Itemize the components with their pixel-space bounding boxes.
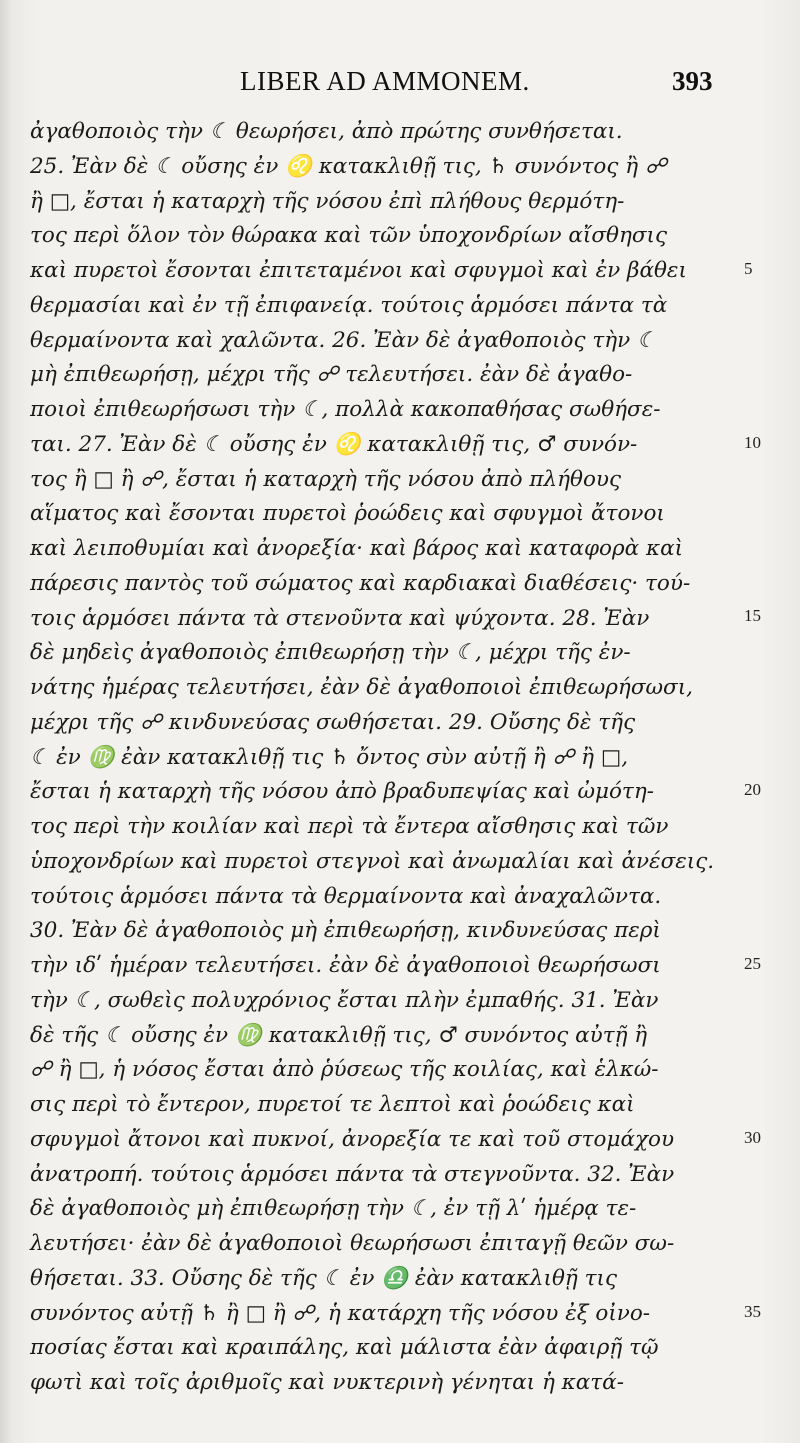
line-number-10: 10 [744, 433, 761, 452]
line-number-25: 25 [744, 954, 761, 973]
line-number-20: 20 [744, 780, 761, 799]
text-line: πάρεσις παντὸς τοῦ σώματος καὶ καρδιακαὶ διαθέσεις· τού- [30, 570, 691, 596]
text-line: αἵματος καὶ ἔσονται πυρετοὶ ῥοώδεις καὶ σφυγμοὶ ἄτονοι [30, 501, 665, 527]
text-line: ἢ □, ἔσται ἡ καταρχὴ τῆς νόσου ἐπὶ πλήθους θερμότη- [30, 188, 625, 214]
text-line: ποιοὶ ἐπιθεωρήσωσι τὴν ☾, πολλὰ κακοπαθήσας σωθήσε- [30, 397, 661, 422]
text-line: τος περὶ ὅλον τὸν θώρακα καὶ τῶν ὑποχονδρίων αἴσθησις [30, 223, 667, 249]
text-line: θερμασίαι καὶ ἐν τῇ ἐπιφανείᾳ. τούτοις ἁρμόσει πάντα τὰ [30, 292, 668, 318]
text-line: 30. Ἐὰν δὲ ἀγαθοποιὸς μὴ ἐπιθεωρήσῃ, κινδυνεύσας περὶ [30, 918, 661, 944]
text-body [30, 115, 760, 1401]
line-number-30: 30 [744, 1128, 761, 1147]
text-line: τοις ἁρμόσει πάντα τὰ στενοῦντα καὶ ψύχοντα. 28. Ἐὰν [30, 605, 650, 631]
text-line: συνόντος αὐτῇ ♄ ἢ □ ἢ ☍, ἡ κατάρχη τῆς νόσου ἐξ οἰνο- [30, 1300, 651, 1326]
line-number-35: 35 [744, 1302, 761, 1321]
text-line: τος περὶ τὴν κοιλίαν καὶ περὶ τὰ ἔντερα αἴσθησις καὶ τῶν [30, 814, 669, 839]
text-line: ὑποχονδρίων καὶ πυρετοὶ στεγνοὶ καὶ ἀνωμαλίαι καὶ ἀνέσεις. [30, 848, 715, 874]
text-line: θήσεται. 33. Οὔσης δὲ τῆς ☾ ἐν ♎ ἐὰν κατακλιθῇ τις [30, 1265, 617, 1291]
text-line: σφυγμοὶ ἄτονοι καὶ πυκνοί, ἀνορεξία τε καὶ τοῦ στομάχου [30, 1126, 675, 1152]
running-header [0, 62, 800, 102]
text-line: δὲ τῆς ☾ οὔσης ἐν ♍ κατακλιθῇ τις, ♂ συνόντος αὐτῇ ἢ [30, 1022, 648, 1048]
text-line: νάτης ἡμέρας τελευτήσει, ἐὰν δὲ ἀγαθοποιοὶ ἐπιθεωρήσωσι, [30, 675, 693, 700]
page-number: 393 [672, 66, 713, 96]
text-line: ἀγαθοποιὸς τὴν ☾ θεωρήσει, ἀπὸ πρώτης συνθήσεται. [30, 119, 623, 144]
text-line: θερμαίνοντα καὶ χαλῶντα. 26. Ἐὰν δὲ ἀγαθοποιὸς τὴν ☾ [30, 327, 657, 353]
text-line: μὴ ἐπιθεωρήσῃ, μέχρι τῆς ☍ τελευτήσει. ἐὰν δὲ ἀγαθο- [30, 362, 633, 388]
text-line: ἔσται ἡ καταρχὴ τῆς νόσου ἀπὸ βραδυπεψίας καὶ ὠμότη- [30, 779, 654, 805]
text-line: ται. 27. Ἐὰν δὲ ☾ οὔσης ἐν ♌ κατακλιθῇ τις, ♂ συνόν- [30, 431, 638, 457]
text-line: καὶ πυρετοὶ ἔσονται ἐπιτεταμένοι καὶ σφυγμοὶ καὶ ἐν βάθει [30, 258, 687, 283]
text-line: 25. Ἐὰν δὲ ☾ οὔσης ἐν ♌ κατακλιθῇ τις, ♄ συνόντος ἢ ☍ [30, 153, 667, 179]
text-line: σις περὶ τὸ ἔντερον, πυρετοί τε λεπτοὶ καὶ ῥοώδεις καὶ [30, 1092, 635, 1117]
running-title: LIBER AD AMMONEM. [240, 66, 530, 96]
text-line: τος ἢ □ ἢ ☍, ἔσται ἡ καταρχὴ τῆς νόσου ἀπὸ πλήθους [30, 466, 622, 492]
text-line: ☾ ἐν ♍ ἐὰν κατακλιθῇ τις ♄ ὄντος σὺν αὐτῇ ἢ ☍ ἢ □, [30, 744, 629, 770]
text-line: ποσίας ἔσται καὶ κραιπάλης, καὶ μάλιστα ἐὰν ἀφαιρῇ τῷ [30, 1335, 659, 1361]
text-line: λευτήσει· ἐὰν δὲ ἀγαθοποιοὶ θεωρήσωσι ἐπιταγῇ θεῶν σω- [30, 1231, 675, 1256]
text-line: τὴν ☾, σωθεὶς πολυχρόνιος ἔσται πλὴν ἐμπαθής. 31. Ἐὰν [30, 987, 659, 1013]
text-line: δὲ μηδεὶς ἀγαθοποιὸς ἐπιθεωρήσῃ τὴν ☾, μέχρι τῆς ἐν- [30, 640, 631, 666]
line-number-5: 5 [744, 259, 753, 278]
text-line: ἀνατροπή. τούτοις ἁρμόσει πάντα τὰ στεγνοῦντα. 32. Ἐὰν [30, 1161, 675, 1187]
line-number-15: 15 [744, 606, 761, 625]
text-line: ☍ ἢ □, ἡ νόσος ἔσται ἀπὸ ῥύσεως τῆς κοιλίας, καὶ ἑλκώ- [30, 1057, 659, 1083]
text-line: τὴν ιδʹ ἡμέραν τελευτήσει. ἐὰν δὲ ἀγαθοποιοὶ θεωρήσωσι [30, 953, 661, 978]
page-gutter-shadow [0, 0, 12, 1443]
text-line: μέχρι τῆς ☍ κινδυνεύσας σωθήσεται. 29. Οὔσης δὲ τῆς [30, 709, 636, 735]
text-line: καὶ λειποθυμίαι καὶ ἀνορεξία· καὶ βάρος καὶ καταφορὰ καὶ [30, 536, 684, 561]
text-line: φωτὶ καὶ τοῖς ἀριθμοῖς καὶ νυκτερινὴ γένηται ἡ κατά- [30, 1370, 624, 1395]
text-line: τούτοις ἁρμόσει πάντα τὰ θερμαίνοντα καὶ ἀναχαλῶντα. [30, 883, 662, 909]
text-line: δὲ ἀγαθοποιὸς μὴ ἐπιθεωρήσῃ τὴν ☾, ἐν τῇ λʹ ἡμέρᾳ τε- [30, 1196, 637, 1222]
